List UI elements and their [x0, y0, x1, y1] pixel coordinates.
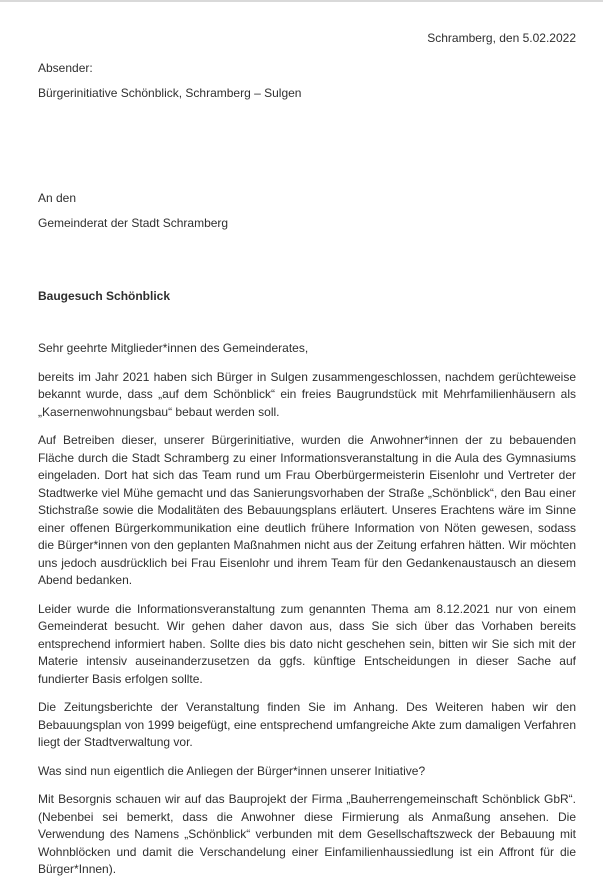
- recipient-line-1: An den: [38, 190, 77, 205]
- sender-name: Bürgerinitiative Schönblick, Schramberg – Sulgen: [38, 86, 302, 100]
- paragraph-question: Was sind nun eigentlich die Anliegen der Bürger*innen unserer Initiative?: [38, 763, 426, 778]
- page-top-edge: [0, 0, 603, 2]
- paragraph-attachments: Die Zeitungsberichte der Veranstaltung finden Sie im Anhang. Des Weiteren haben wir den Bebauungsplan von 1999 beigefügt, eine entsprechend umfangreiche Akte zum damaligen Verfahren liegt der Stadtverwaltung vor.: [38, 700, 576, 749]
- subject-line: Baugesuch Schönblick: [38, 288, 171, 303]
- date-line: Schramberg, den 5.02.2022: [427, 31, 576, 45]
- paragraph-info-event: Auf Betreiben dieser, unserer Bürgerinitiative, wurden die Anwohner*innen der zu bebauenden Fläche durch die Stadt Schramberg zu einer Informationsveranstaltung in die Aula des Gymnasiums eingeladen. Dort hat sich das Team rund um Frau Oberbürgermeisterin Eisenlohr und Vertreter der Stadtwerke viel Mühe gemacht und das Sanierungsvorhaben der Straße „Schönblick“, den Bau einer Stichstraße sowie die Modalitäten des Bebauungsplans erläutert. Unseres Erachtens wäre im Sinne einer offenen Bürgerkommunikation eine deutlich frühere Information von Nöten gewesen, sodass die Bürger*innen von den geplanten Maßnahmen nicht aus der Zeitung erfahren hätten. Wir möchten uns jedoch ausdrücklich bei Frau Eisenlohr und ihrem Team für den Gedankenaustausch an diesem Abend bedanken.: [38, 433, 576, 587]
- recipient-line-2: Gemeinderat der Stadt Schramberg: [38, 216, 229, 230]
- salutation: Sehr geehrte Mitglieder*innen des Gemeinderates,: [38, 341, 309, 355]
- paragraph-attendance: Leider wurde die Informationsveranstaltung zum genannten Thema am 8.12.2021 nur von einem Gemeinderat besucht. Wir gehen daher davon aus, dass Sie sich über das Vorhaben bereits entsprechend informiert haben. Sollte dies bis dato nicht geschehen sein, bitten wir Sie sich mit der Materie intensiv auseinanderzusetzen da ggfs. künftige Entscheidungen in dieser Sache auf fundierter Basis erfolgen sollte.: [38, 601, 576, 686]
- paragraph-intro: bereits im Jahr 2021 haben sich Bürger in Sulgen zusammengeschlossen, nachdem gerüchteweise bekannt wurde, dass „auf dem Schönblick“ ein freies Baugrundstück mit Mehrfamilienhäusern als „Kasernenwohnungsbau“ bebaut werden soll.: [38, 369, 576, 419]
- paragraph-concern: Mit Besorgnis schauen wir auf das Bauprojekt der Firma „Bauherrengemeinschaft Schönblick GbR“. (Nebenbei sei bemerkt, dass die Anwohner diese Firmierung als Anmaßung ansehen. Die Verwendung des Namens „Schönblick“ verbunden mit dem Gesellschaftszweck der Bebauung mit Wohnblöcken und damit die Verschandelung einer Einfamilienhaussiedlung ist ein Affront für die Bürger*Innen).: [38, 792, 576, 876]
- sender-label: Absender:: [38, 60, 93, 75]
